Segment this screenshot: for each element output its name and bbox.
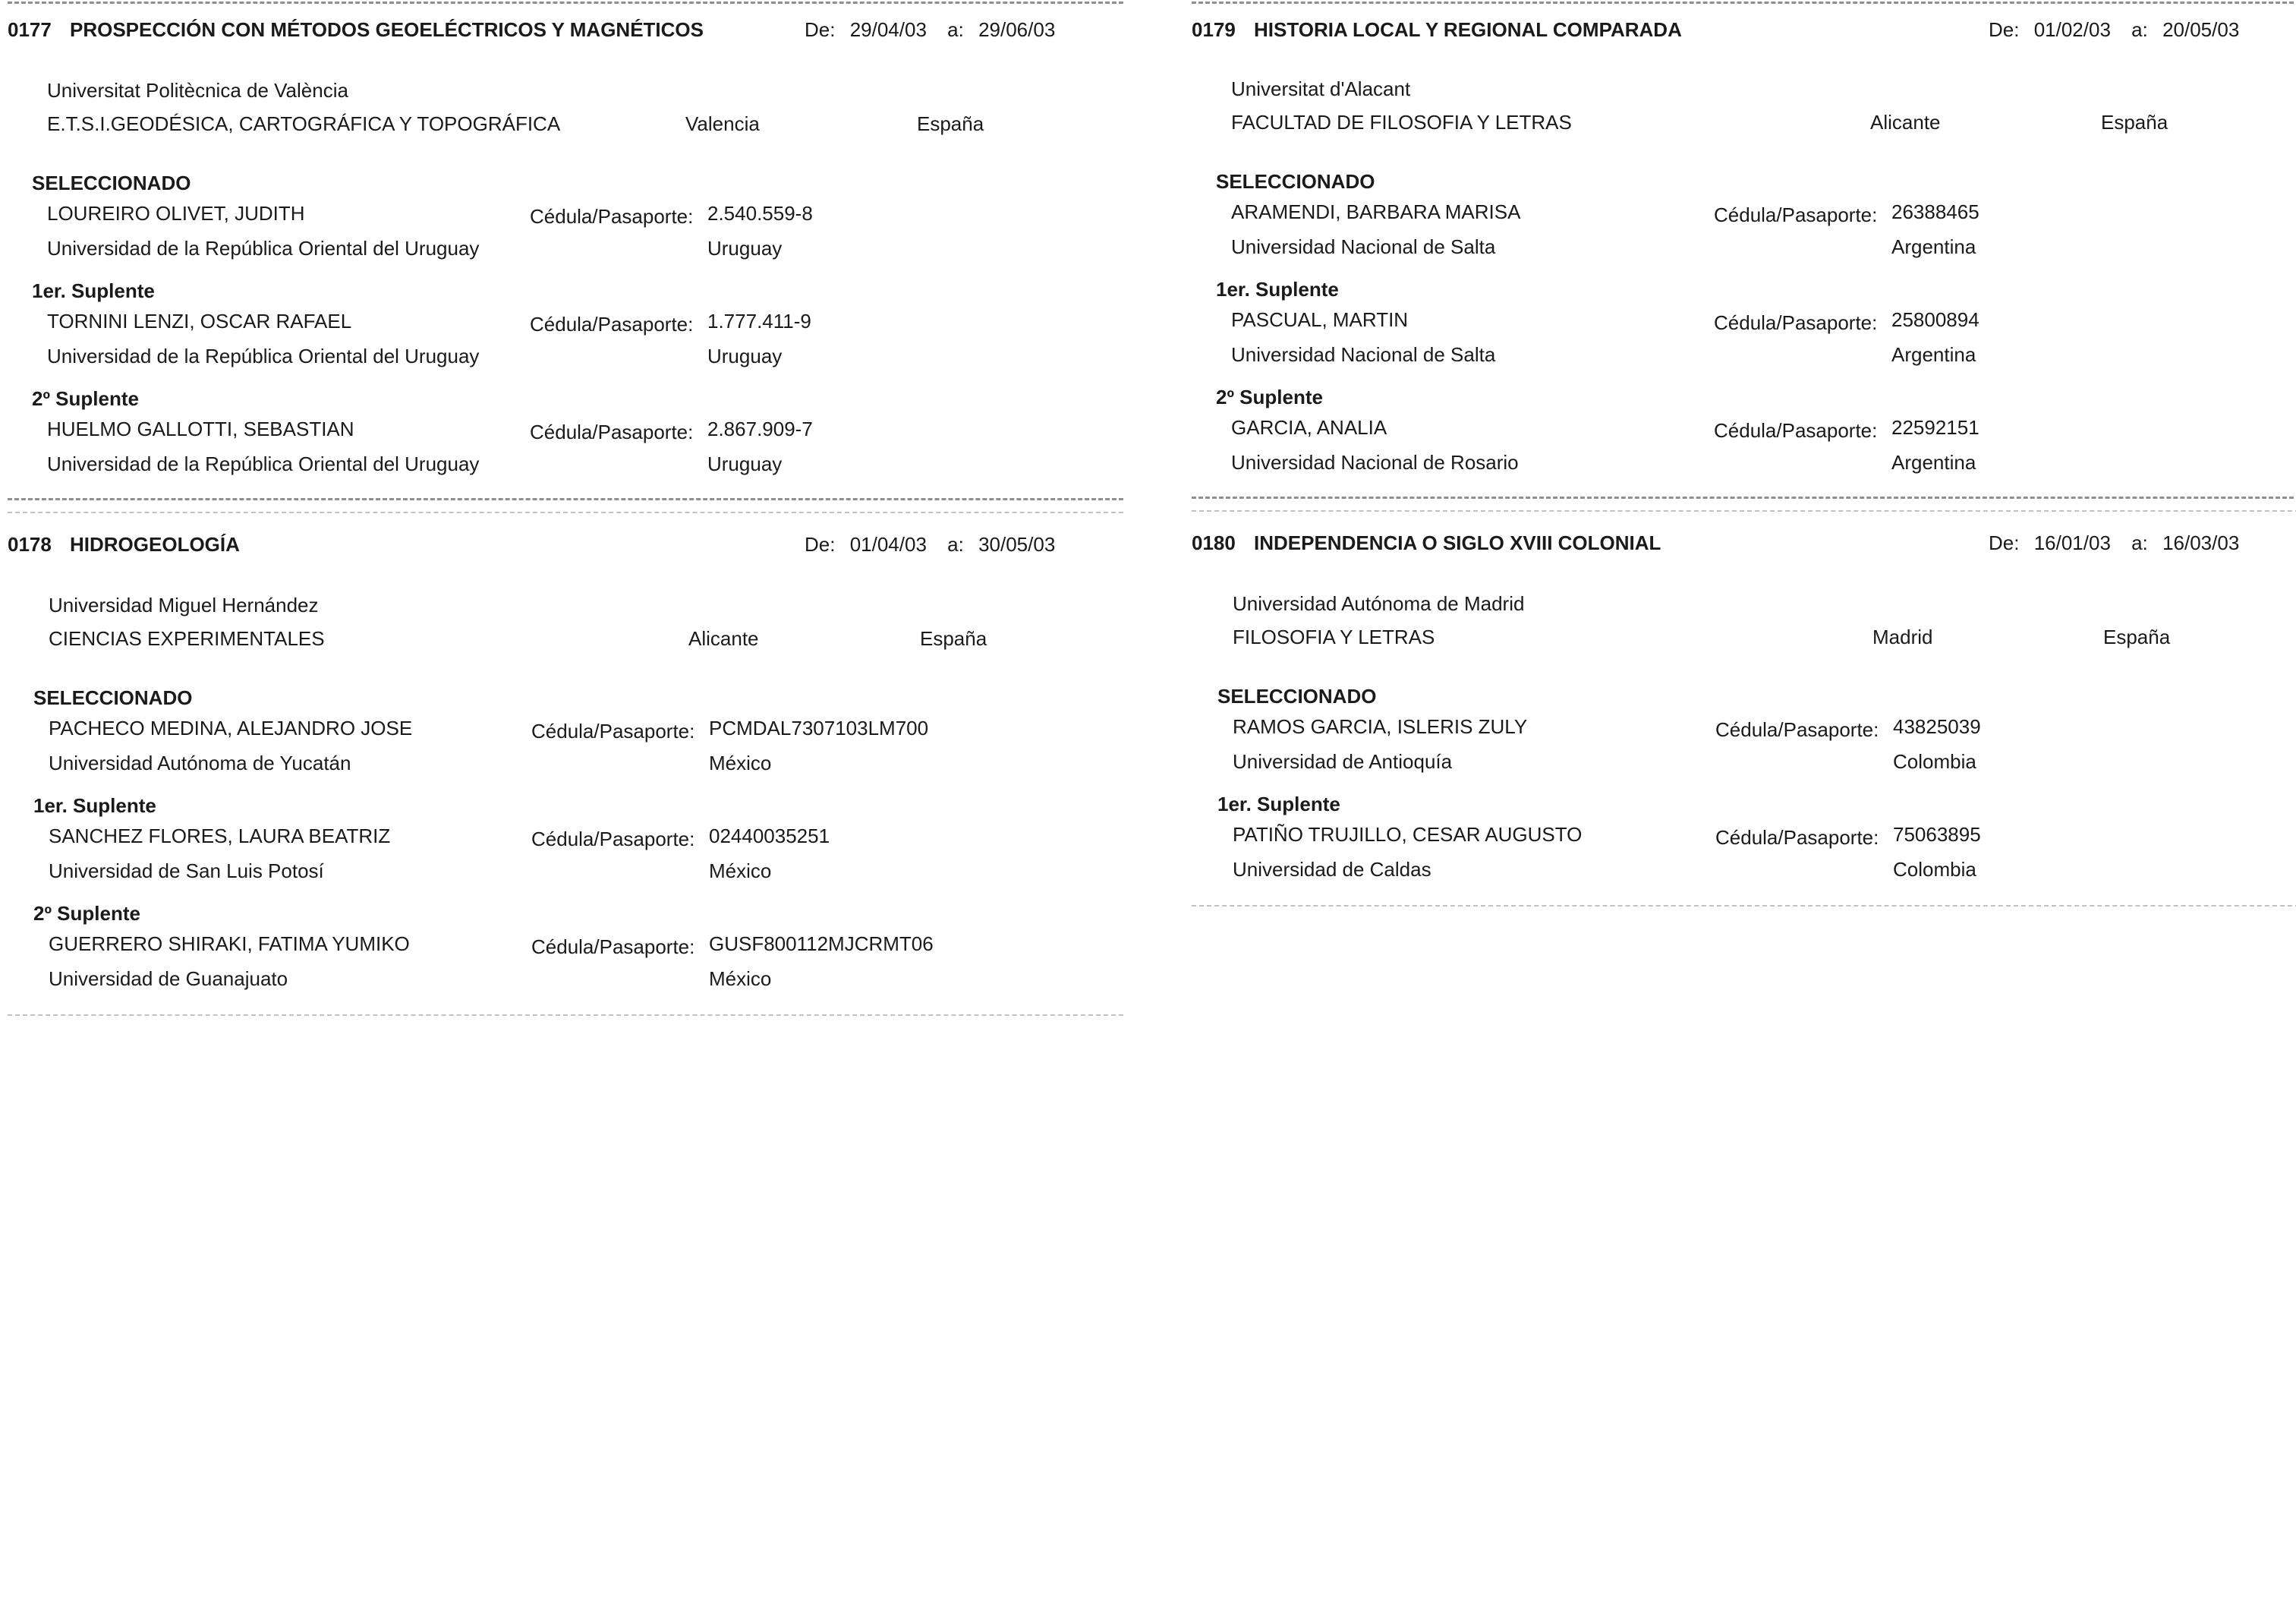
host-school: E.T.S.I.GEODÉSICA, CARTOGRÁFICA Y TOPOGRÁFICA — [47, 112, 561, 135]
date-from: 01/04/03 — [849, 533, 927, 556]
id-label: Cédula/Pasaporte: — [531, 828, 695, 850]
date-to: 16/03/03 — [2162, 531, 2240, 554]
id-label: Cédula/Pasaporte: — [1714, 311, 1878, 334]
host-country: España — [2101, 111, 2168, 134]
candidate-name: GARCIA, ANALIA — [1231, 416, 1387, 439]
candidate-role: SELECCIONADO — [33, 686, 193, 709]
candidate-id: 75063895 — [1893, 823, 1981, 846]
entry-title: PROSPECCIÓN CON MÉTODOS GEOELÉCTRICOS Y MAGNÉTICOS — [70, 18, 704, 41]
separator-bottom — [8, 1014, 1123, 1016]
host-city: Madrid — [1872, 626, 1933, 648]
entry-dates — [1989, 18, 2239, 42]
candidate-institution: Universidad de la República Oriental del Uruguay — [47, 345, 480, 367]
candidate-country: Uruguay — [707, 237, 783, 260]
candidate-name: PATIÑO TRUJILLO, CESAR AUGUSTO — [1233, 823, 1583, 846]
host-university: Universidad Autónoma de Madrid — [1233, 592, 1525, 615]
date-from-label: De: — [805, 18, 836, 41]
entry-code: 0180 — [1192, 531, 1236, 554]
candidate-country: México — [709, 967, 772, 990]
candidate-id: 25800894 — [1891, 308, 1979, 331]
host-city: Alicante — [688, 627, 759, 650]
entry-0179 — [1192, 0, 2296, 516]
date-from-label: De: — [805, 533, 836, 556]
id-label: Cédula/Pasaporte: — [1714, 419, 1878, 442]
candidate-name: ARAMENDI, BARBARA MARISA — [1231, 200, 1521, 223]
candidate-id: PCMDAL7307103LM700 — [709, 717, 929, 739]
candidate-country: Uruguay — [707, 345, 783, 367]
candidate-id: 22592151 — [1891, 416, 1979, 439]
entry-0177 — [8, 0, 1123, 516]
id-label: Cédula/Pasaporte: — [530, 421, 694, 443]
candidate-institution: Universidad Nacional de Salta — [1231, 343, 1496, 366]
candidate-role: 1er. Suplente — [33, 794, 156, 817]
candidate-id: 26388465 — [1891, 200, 1979, 223]
host-university: Universitat Politècnica de València — [47, 79, 348, 102]
candidate-id: 2.540.559-8 — [707, 202, 813, 225]
candidate-id: 02440035251 — [709, 825, 830, 847]
host-school: FACULTAD DE FILOSOFIA Y LETRAS — [1231, 111, 1572, 134]
candidate-country: Colombia — [1893, 858, 1976, 881]
candidate-institution: Universidad Autónoma de Yucatán — [49, 752, 351, 774]
separator-bottom — [1192, 905, 2296, 907]
entry-0178 — [8, 524, 1123, 1025]
entry-dates — [805, 533, 1055, 557]
separator-bottom — [8, 498, 1123, 500]
candidate-institution: Universidad de Antioquía — [1233, 750, 1453, 773]
entry-title: HIDROGEOLOGÍA — [70, 533, 240, 556]
host-university: Universitat d'Alacant — [1231, 77, 1411, 100]
candidate-role: SELECCIONADO — [1216, 170, 1375, 193]
entry-title: HISTORIA LOCAL Y REGIONAL COMPARADA — [1254, 18, 1682, 41]
entry-0180 — [1192, 524, 2296, 919]
candidate-country: Uruguay — [707, 453, 783, 475]
host-city: Alicante — [1870, 111, 1941, 134]
candidate-name: RAMOS GARCIA, ISLERIS ZULY — [1233, 715, 1528, 738]
separator-bottom — [1192, 510, 2296, 512]
id-label: Cédula/Pasaporte: — [1715, 718, 1879, 741]
host-country: España — [2103, 626, 2171, 648]
candidate-name: HUELMO GALLOTTI, SEBASTIAN — [47, 418, 354, 440]
candidate-role: 1er. Suplente — [1217, 793, 1340, 815]
candidate-country: Colombia — [1893, 750, 1976, 773]
date-to: 29/06/03 — [978, 18, 1056, 41]
entry-dates — [1989, 531, 2239, 555]
candidate-institution: Universidad de la República Oriental del Uruguay — [47, 453, 480, 475]
candidate-institution: Universidad de San Luis Potosí — [49, 859, 324, 882]
entry-title: INDEPENDENCIA O SIGLO XVIII COLONIAL — [1254, 531, 1661, 554]
date-to: 30/05/03 — [978, 533, 1056, 556]
candidate-institution: Universidad de Caldas — [1233, 858, 1431, 881]
host-country: España — [917, 112, 984, 135]
entry-header — [8, 533, 1123, 563]
candidate-id: 43825039 — [1893, 715, 1981, 738]
entry-header — [1192, 18, 2296, 49]
entry-header — [8, 18, 1123, 49]
entry-code: 0177 — [8, 18, 52, 41]
candidate-id: 2.867.909-7 — [707, 418, 813, 440]
candidate-name: PACHECO MEDINA, ALEJANDRO JOSE — [49, 717, 413, 739]
candidate-institution: Universidad Nacional de Salta — [1231, 235, 1496, 258]
candidate-country: Argentina — [1891, 343, 1976, 366]
entry-code: 0179 — [1192, 18, 1236, 41]
entry-dates — [805, 18, 1055, 42]
candidate-country: Argentina — [1891, 451, 1976, 474]
id-label: Cédula/Pasaporte: — [530, 313, 694, 336]
candidate-country: México — [709, 859, 772, 882]
host-country: España — [920, 627, 987, 650]
id-label: Cédula/Pasaporte: — [531, 720, 695, 743]
separator-bottom — [8, 512, 1123, 513]
candidate-name: SANCHEZ FLORES, LAURA BEATRIZ — [49, 825, 391, 847]
entry-code: 0178 — [8, 533, 52, 556]
host-school: CIENCIAS EXPERIMENTALES — [49, 627, 325, 650]
candidate-country: Argentina — [1891, 235, 1976, 258]
date-to-label: a: — [2131, 531, 2148, 554]
candidate-institution: Universidad de Guanajuato — [49, 967, 288, 990]
host-university: Universidad Miguel Hernández — [49, 594, 319, 616]
id-label: Cédula/Pasaporte: — [530, 205, 694, 228]
date-from: 16/01/03 — [2033, 531, 2111, 554]
candidate-role: 2º Suplente — [32, 387, 139, 410]
id-label: Cédula/Pasaporte: — [531, 935, 695, 958]
host-city: Valencia — [685, 112, 760, 135]
separator-top — [1192, 2, 2296, 4]
date-from: 29/04/03 — [849, 18, 927, 41]
candidate-role: 2º Suplente — [1216, 386, 1323, 408]
candidate-institution: Universidad Nacional de Rosario — [1231, 451, 1519, 474]
candidate-name: PASCUAL, MARTIN — [1231, 308, 1409, 331]
candidate-name: GUERRERO SHIRAKI, FATIMA YUMIKO — [49, 932, 410, 955]
candidate-name: TORNINI LENZI, OSCAR RAFAEL — [47, 310, 352, 333]
date-from: 01/02/03 — [2033, 18, 2111, 41]
separator-bottom — [1192, 497, 2296, 499]
candidate-country: México — [709, 752, 772, 774]
date-to-label: a: — [947, 18, 964, 41]
date-from-label: De: — [1989, 18, 2020, 41]
separator-top — [8, 2, 1123, 4]
candidate-institution: Universidad de la República Oriental del Uruguay — [47, 237, 480, 260]
candidate-role: SELECCIONADO — [32, 172, 191, 194]
candidate-role: 2º Suplente — [33, 902, 140, 925]
candidate-name: LOUREIRO OLIVET, JUDITH — [47, 202, 305, 225]
date-from-label: De: — [1989, 531, 2020, 554]
candidate-role: SELECCIONADO — [1217, 685, 1377, 708]
candidate-role: 1er. Suplente — [1216, 278, 1339, 301]
host-school: FILOSOFIA Y LETRAS — [1233, 626, 1435, 648]
date-to-label: a: — [947, 533, 964, 556]
date-to: 20/05/03 — [2162, 18, 2240, 41]
id-label: Cédula/Pasaporte: — [1715, 826, 1879, 849]
date-to-label: a: — [2131, 18, 2148, 41]
candidate-id: GUSF800112MJCRMT06 — [709, 932, 934, 955]
id-label: Cédula/Pasaporte: — [1714, 203, 1878, 226]
candidate-id: 1.777.411-9 — [707, 310, 811, 333]
candidate-role: 1er. Suplente — [32, 279, 155, 302]
entry-header — [1192, 531, 2296, 562]
